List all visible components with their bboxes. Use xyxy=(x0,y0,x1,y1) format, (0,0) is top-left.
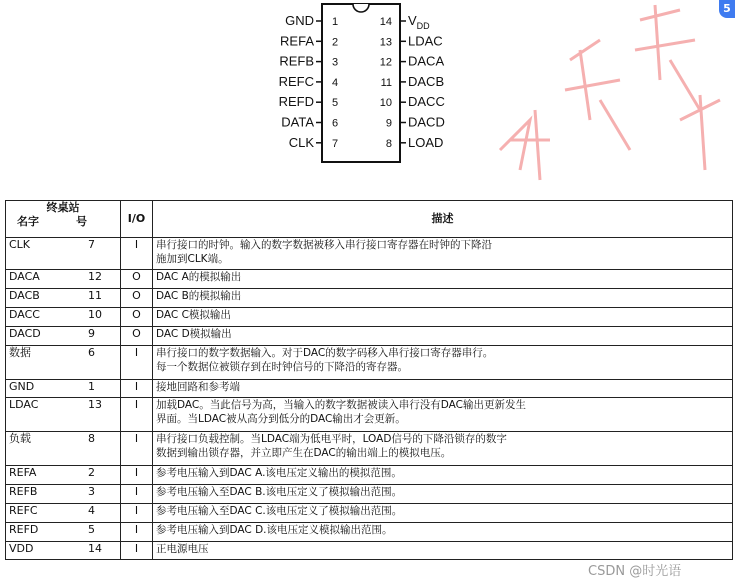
pin-number: 7 xyxy=(88,238,95,251)
pin-number: 14 xyxy=(88,542,102,555)
pin-name-gnd: GND xyxy=(285,13,314,28)
pin-cell xyxy=(6,380,121,398)
pin-number: 3 xyxy=(332,56,339,69)
description-cell xyxy=(153,270,733,289)
name-header: 名字 xyxy=(17,215,39,228)
description-cell xyxy=(153,380,733,398)
description-line: 串行接口负载控制。当LDAC端为低电平时，LOAD信号的下降沿锁存的数字 xyxy=(156,433,507,445)
pin-number: 9 xyxy=(88,327,95,340)
pin-number: 8 xyxy=(385,137,392,150)
pin-name: CLK xyxy=(9,238,31,251)
pin-name-subscript: DD xyxy=(416,21,430,31)
io-header: I/O xyxy=(121,201,153,238)
description-line: 加载DAC。当此信号为高，当输入的数字数据被读入串行没有DAC输出更新发生 xyxy=(156,399,526,411)
table-row xyxy=(6,432,733,466)
pin-name: DACA xyxy=(9,270,40,283)
pin-number: 10 xyxy=(88,308,102,321)
terminal-header xyxy=(6,201,121,238)
table-row xyxy=(6,289,733,308)
io-cell: I xyxy=(121,432,153,466)
pin-name: GND xyxy=(9,380,35,393)
io-cell: I xyxy=(121,466,153,485)
description-line: DAC B的模拟输出 xyxy=(156,290,242,302)
description-line: 串行接口的时钟。输入的数字数据被移入串行接口寄存器在时钟的下降沿 xyxy=(156,239,492,251)
pin-name: 负载 xyxy=(9,432,31,445)
description-cell xyxy=(153,432,733,466)
description-line: 正电源电压 xyxy=(156,543,209,555)
pin-cell xyxy=(6,238,121,270)
pin-cell xyxy=(6,398,121,432)
terminal-header-label: 终桌站 xyxy=(46,201,80,214)
floating-badge[interactable]: 5 xyxy=(719,0,735,18)
description-line: 参考电压输入至DAC B.该电压定义了模拟输出范围。 xyxy=(156,486,403,498)
io-cell: O xyxy=(121,308,153,327)
description-cell xyxy=(153,542,733,560)
pin-name: DACD xyxy=(9,327,41,340)
io-cell: I xyxy=(121,485,153,504)
table-header-row xyxy=(6,201,733,238)
description-line: 每一个数据位被锁存到在时钟信号的下降沿的寄存器。 xyxy=(156,361,408,373)
pin-number: 7 xyxy=(332,137,339,150)
pin-cell xyxy=(6,432,121,466)
description-line: DAC A的模拟输出 xyxy=(156,271,242,283)
pin-name-vdd xyxy=(408,13,430,31)
pin-name-refa: REFA xyxy=(280,33,314,49)
table-row xyxy=(6,380,733,398)
pin-number: 6 xyxy=(88,346,95,359)
pin-name-main: DACA xyxy=(408,53,445,69)
description-line: 施加到CLK端。 xyxy=(156,253,229,265)
io-cell: O xyxy=(121,289,153,308)
io-cell: I xyxy=(121,504,153,523)
pin-name: DACC xyxy=(9,308,40,321)
pin-name-main: DACB xyxy=(408,73,445,89)
description-line: 数据到输出锁存器，并立即产生在DAC的输出端上的模拟电压。 xyxy=(156,447,452,459)
number-header: 号 xyxy=(76,215,87,228)
pin-name-ldac xyxy=(408,33,443,48)
pin-name-refb: REFB xyxy=(279,53,314,69)
pin-name: REFC xyxy=(9,504,38,517)
description-line: 接地回路和参考端 xyxy=(156,381,240,393)
pin-cell xyxy=(6,504,121,523)
description-line: 参考电压输入至DAC C.该电压定义了模拟输出范围。 xyxy=(156,505,403,517)
io-cell: O xyxy=(121,327,153,346)
pin-name: REFB xyxy=(9,485,38,498)
pin-cell xyxy=(6,485,121,504)
io-cell: I xyxy=(121,380,153,398)
pin-description-table xyxy=(5,200,733,560)
pin-cell xyxy=(6,542,121,560)
pin-cell xyxy=(6,466,121,485)
pin-number: 12 xyxy=(88,270,102,283)
pin-cell xyxy=(6,346,121,380)
description-cell xyxy=(153,398,733,432)
pin-number: 9 xyxy=(385,117,392,130)
description-line: 串行接口的数字数据输入。对于DAC的数字码移入串行接口寄存器串行。 xyxy=(156,347,494,359)
description-header: 描述 xyxy=(153,201,733,238)
description-cell xyxy=(153,523,733,542)
io-cell: I xyxy=(121,238,153,270)
io-cell: O xyxy=(121,270,153,289)
description-cell xyxy=(153,289,733,308)
pin-cell xyxy=(6,270,121,289)
io-cell: I xyxy=(121,398,153,432)
table-row xyxy=(6,238,733,270)
pin-number: 5 xyxy=(332,97,339,110)
description-cell xyxy=(153,485,733,504)
table-row xyxy=(6,504,733,523)
description-cell xyxy=(153,238,733,270)
pin-name-refc: REFC xyxy=(278,73,314,89)
table-row xyxy=(6,398,733,432)
description-cell xyxy=(153,327,733,346)
io-cell: I xyxy=(121,346,153,380)
pin-name-dacb xyxy=(408,74,444,89)
pin-number: 13 xyxy=(88,398,102,411)
pin-number: 1 xyxy=(88,380,95,393)
pin-number: 3 xyxy=(88,485,95,498)
pin-name-daca xyxy=(408,54,444,69)
pin-name: REFD xyxy=(9,523,39,536)
pin-number: 4 xyxy=(88,504,95,517)
pin-number: 5 xyxy=(88,523,95,536)
pin-name-dacd xyxy=(408,115,445,130)
pin-number: 1 xyxy=(332,16,339,28)
description-cell xyxy=(153,504,733,523)
description-cell xyxy=(153,466,733,485)
description-line: 参考电压输入到DAC D.该电压定义模拟输出范围。 xyxy=(156,524,393,536)
pin-number: 6 xyxy=(332,117,339,130)
pin-name: DACB xyxy=(9,289,40,302)
io-cell: I xyxy=(121,523,153,542)
description-line: 参考电压输入到DAC A.该电压定义输出的模拟范围。 xyxy=(156,467,402,479)
pin-number: 11 xyxy=(380,76,392,89)
description-line: DAC D模拟输出 xyxy=(156,328,232,340)
table-row xyxy=(6,346,733,380)
pin-number: 2 xyxy=(88,466,95,479)
pin-name-dacc xyxy=(408,94,445,109)
pin-name-main: DACD xyxy=(408,114,445,130)
table-row xyxy=(6,485,733,504)
description-cell xyxy=(153,308,733,327)
pin-name-clk: CLK xyxy=(288,134,314,150)
pin-number: 8 xyxy=(88,432,95,445)
description-cell xyxy=(153,346,733,380)
pin-number: 14 xyxy=(379,16,392,28)
description-line: DAC C模拟输出 xyxy=(156,309,231,321)
pin-number: 2 xyxy=(332,36,339,49)
pin-name-refd: REFD xyxy=(278,94,314,110)
pin-name: 数据 xyxy=(9,346,31,359)
pin-name-main: LOAD xyxy=(408,134,444,150)
pin-name: REFA xyxy=(9,466,37,479)
pin-name-main: DACC xyxy=(408,94,445,110)
pin-cell xyxy=(6,308,121,327)
pin-number: 11 xyxy=(88,289,102,302)
pin-cell xyxy=(6,523,121,542)
table-row xyxy=(6,270,733,289)
pin-name-main: LDAC xyxy=(408,33,443,49)
csdn-watermark: CSDN @时光语 xyxy=(588,564,682,579)
table-row xyxy=(6,327,733,346)
pin-number: 4 xyxy=(332,76,339,89)
chip-pinout-diagram xyxy=(270,0,460,170)
pin-name-data: DATA xyxy=(281,114,314,130)
background-watermark xyxy=(440,0,735,200)
pin-number: 12 xyxy=(379,56,392,69)
io-cell: I xyxy=(121,542,153,560)
pin-name-load xyxy=(408,135,443,150)
table-row xyxy=(6,542,733,560)
pin-number: 10 xyxy=(379,97,392,110)
pin-name-main: V xyxy=(408,13,417,28)
table-row xyxy=(6,523,733,542)
pin-name: LDAC xyxy=(9,398,39,411)
description-line: 界面。当LDAC被从高分到低分的DAC输出才会更新。 xyxy=(156,413,406,425)
pin-cell xyxy=(6,327,121,346)
pin-cell xyxy=(6,289,121,308)
pin-name: VDD xyxy=(9,542,34,555)
pin-number: 13 xyxy=(379,36,392,49)
table-row xyxy=(6,466,733,485)
table-row xyxy=(6,308,733,327)
